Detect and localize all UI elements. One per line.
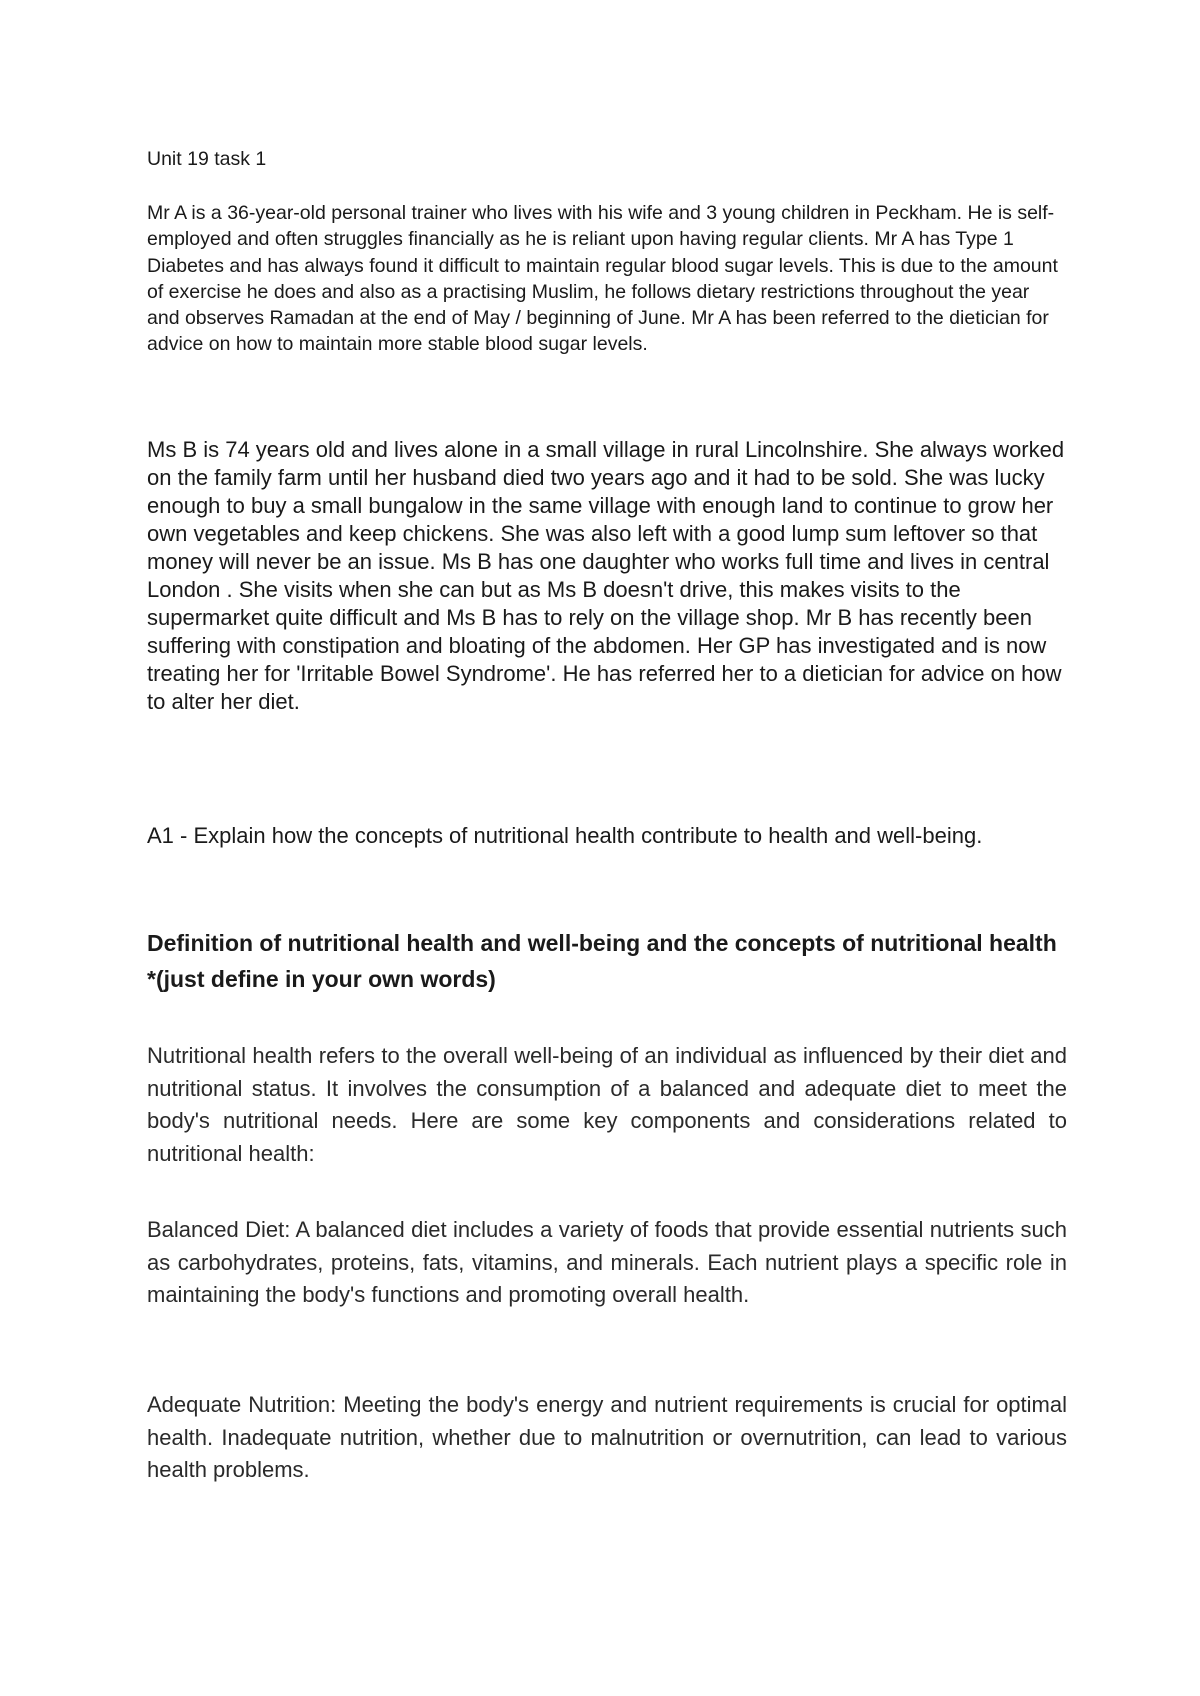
case-study-mr-a: Mr A is a 36-year-old personal trainer who lives with his wife and 3 young children in Peckham. He is self-employed and often struggles financially as he is reliant upon having regular clients. Mr A has Type 1 Diabetes and has always found it difficult to maintain regular blood sugar levels. This is due to the amount of exercise he does and also as a practising Muslim, he follows dietary restrictions throughout the year and observes Ramadan at the end of May / beginning of June. Mr A has been referred to the dietician for advice on how to maintain more stable blood sugar levels. bbox=[147, 202, 1058, 356]
document-title: Unit 19 task 1 bbox=[147, 148, 267, 170]
section-heading: Definition of nutritional health and well-being and the concepts of nutritional health *(just define in your own words) bbox=[147, 930, 1057, 992]
assignment-question: A1 - Explain how the concepts of nutritional health contribute to health and well-being. bbox=[147, 823, 983, 848]
paragraph-adequate-nutrition: Adequate Nutrition: Meeting the body's energy and nutrient requirements is crucial for optimal health. Inadequate nutrition, whether due to malnutrition or overnutrition, can lead to various health problems. bbox=[147, 1392, 1067, 1482]
paragraph-balanced-diet: Balanced Diet: A balanced diet includes a variety of foods that provide essential nutrients such as carbohydrates, proteins, fats, vitamins, and minerals. Each nutrient plays a specific role in maintaining the body's functions and promoting overall health. bbox=[147, 1217, 1067, 1307]
case-study-ms-b: Ms B is 74 years old and lives alone in a small village in rural Lincolnshire. She always worked on the family farm until her husband died two years ago and it had to be sold. She was lucky enough to buy a small bungalow in the same village with enough land to continue to grow her own vegetables and keep chickens. She was also left with a good lump sum leftover so that money will never be an issue. Ms B has one daughter who works full time and lives in central London . She visits when she can but as Ms B doesn't drive, this makes visits to the supermarket quite difficult and Ms B has to rely on the village shop. Mr B has recently been suffering with constipation and bloating of the abdomen. Her GP has investigated and is now treating her for 'Irritable Bowel Syndrome'. He has referred her to a dietician for advice on how to alter her diet. bbox=[147, 437, 1065, 714]
paragraph-nutritional-health: Nutritional health refers to the overall well-being of an individual as influenced by their diet and nutritional status. It involves the consumption of a balanced and adequate diet to meet the body's nutritional needs. Here are some key components and considerations related to nutritional health: bbox=[147, 1043, 1067, 1166]
